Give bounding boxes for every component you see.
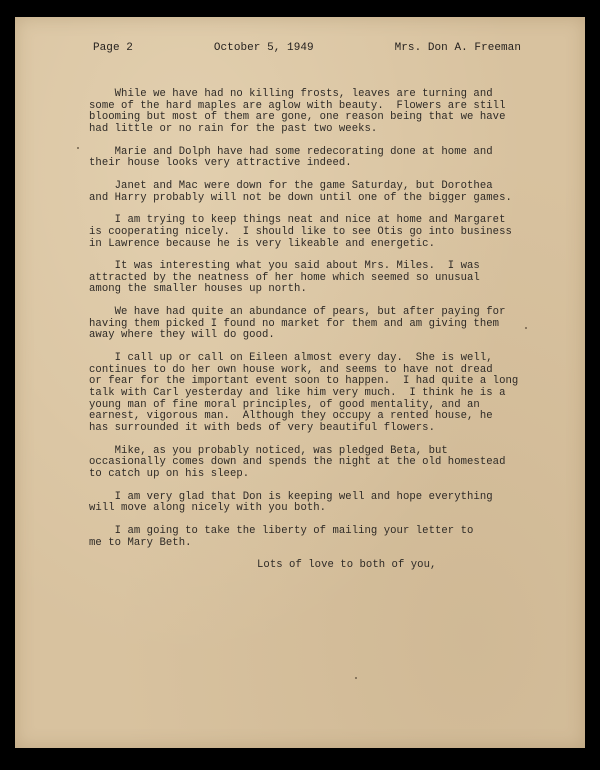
letter-body — [89, 89, 539, 572]
paragraph-line: their house looks very attractive indeed. — [89, 157, 352, 170]
paragraph-line: young man of fine moral principles, of good mentality, and an — [89, 398, 480, 411]
paragraph-line: me to Mary Beth. — [89, 536, 192, 549]
letter-paragraph — [89, 307, 539, 342]
paper-speck — [77, 147, 79, 149]
letter-paragraph — [89, 446, 539, 481]
letter-paragraph — [89, 215, 539, 250]
paragraph-line: and Harry probably will not be down until one of the bigger games. — [89, 191, 512, 204]
paragraph-line: or fear for the important event soon to happen. I had quite a long — [89, 375, 519, 388]
paper-speck — [355, 677, 357, 679]
paragraph-line: is cooperating nicely. I should like to see Otis go into business — [89, 225, 512, 238]
letter-paragraph — [89, 181, 539, 204]
paragraph-line: among the smaller houses up north. — [89, 283, 307, 296]
paragraph-line: It was interesting what you said about Mrs. Miles. I was — [89, 260, 480, 273]
paragraph-line: some of the hard maples are aglow with beauty. Flowers are still — [89, 99, 506, 112]
paragraph-line: talk with Carl yesterday and like him very much. I think he is a — [89, 387, 506, 399]
letter-paragraph — [89, 89, 539, 135]
paragraph-line: We have had quite an abundance of pears, but after paying for — [89, 306, 506, 319]
paragraph-line: I am trying to keep things neat and nice at home and Margaret — [89, 214, 506, 227]
letter-closing: Lots of love to both of you, — [257, 559, 437, 572]
paper-speck — [525, 327, 527, 329]
paragraph-line: to catch up on his sleep. — [89, 467, 250, 480]
paragraph-line: having them picked I found no market for them and am giving them — [89, 317, 500, 330]
paragraph-line: Marie and Dolph have had some redecorating done at home and — [89, 145, 493, 158]
letter-paragraph — [89, 526, 539, 549]
letter-paragraph — [89, 492, 539, 515]
paragraph-line: occasionally comes down and spends the night at the old homestead — [89, 456, 506, 469]
recipient-name: Mrs. Don A. Freeman — [394, 42, 521, 54]
letter-page — [15, 17, 585, 748]
page-number: Page 2 — [93, 42, 133, 54]
paragraph-line: will move along nicely with you both. — [89, 502, 327, 515]
page-header — [93, 43, 521, 55]
paragraph-line: attracted by the neatness of her home which seemed so unusual — [89, 271, 480, 284]
letter-date: October 5, 1949 — [213, 42, 314, 54]
letter-paragraph — [89, 353, 539, 434]
paragraph-line: I am going to take the liberty of mailing your letter to — [89, 524, 474, 537]
paragraph-line: has surrounded it with beds of very beautiful flowers. — [89, 421, 435, 434]
paragraph-line: continues to do her own house work, and seems to have not dread — [89, 363, 493, 376]
paragraph-line: Janet and Mac were down for the game Saturday, but Dorothea — [89, 179, 493, 192]
paragraph-line: away where they will do good. — [89, 329, 275, 342]
paragraph-line: blooming but most of them are gone, one reason being that we have — [89, 111, 506, 124]
paragraph-line: I call up or call on Eileen almost every day. She is well, — [89, 352, 493, 365]
letter-paragraph — [89, 261, 539, 296]
paragraph-line: earnest, vigorous man. Although they occupy a rented house, he — [89, 410, 493, 423]
paragraph-line: While we have had no killing frosts, leaves are turning and — [89, 88, 493, 100]
paragraph-line: had little or no rain for the past two weeks. — [89, 122, 378, 135]
paragraph-line: Mike, as you probably noticed, was pledged Beta, but — [89, 444, 448, 457]
letter-paragraph — [89, 147, 539, 170]
paragraph-line: I am very glad that Don is keeping well and hope everything — [89, 490, 493, 503]
paragraph-line: in Lawrence because he is very likeable and energetic. — [89, 237, 435, 250]
